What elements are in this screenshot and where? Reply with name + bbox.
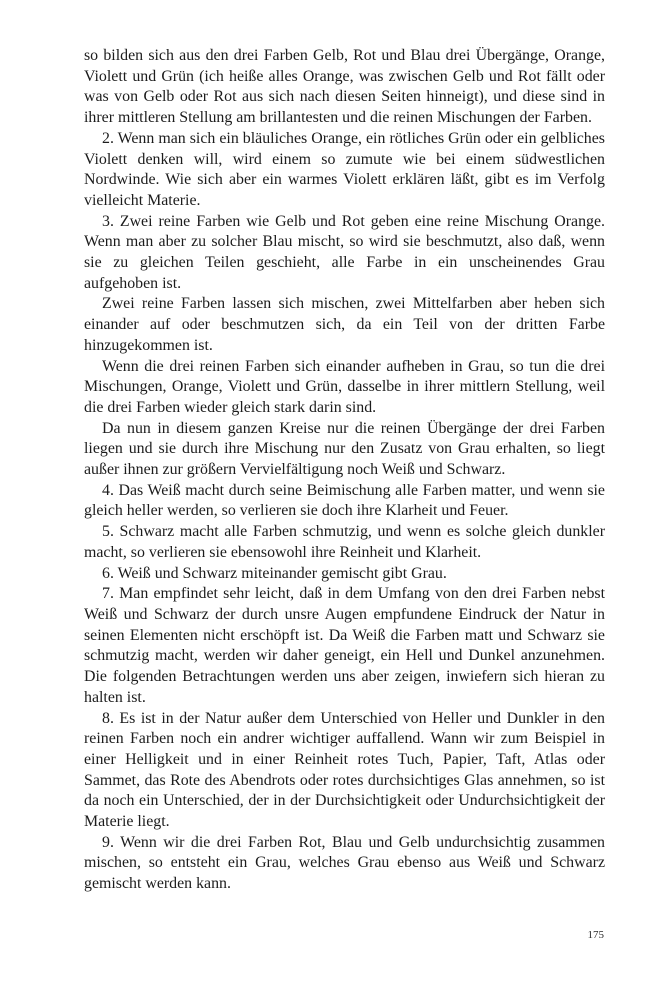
- paragraph-3-mittelfarben: Zwei reine Farben lassen sich mischen, zwei Mittelfarben aber heben sich einander auf oder beschmutzen sich, da ein Teil von der dritten Farbe hinzugekommen ist.: [84, 295, 605, 354]
- paragraph-6: 6. Weiß und Schwarz miteinander gemischt gibt Grau.: [102, 564, 447, 582]
- paragraph-8: 8. Es ist in der Natur außer dem Unterschied von Heller und Dunkler in den reinen Farben noch ein andrer wichtiger auffallend. Wann wir zum Beispiel in einer Helligkeit und in einer Reinheit rotes Tuch, Papier, Taft, Atlas oder Sammet, das Rote des Abendrots oder rotes durchsichtiges Glas annehmen, so ist da noch ein Unterschied, der in der Durchsichtigkeit oder Undurchsichtigkeit der Materie liegt.: [84, 709, 605, 831]
- paragraph-9: 9. Wenn wir die drei Farben Rot, Blau und Gelb undurchsichtig zusammen mischen, so entsteht ein Grau, welches Grau ebenso aus Weiß und Schwarz gemischt werden kann.: [84, 833, 605, 893]
- page-body: [84, 46, 605, 895]
- paragraph-3: 3. Zwei reine Farben wie Gelb und Rot geben eine reine Mischung Orange. Wenn man aber zu solcher Blau mischt, so wird sie beschmutzt, also daß, wenn sie zu gleichen Teilen geschieht, alle Farbe in ein unscheinendes Grau aufgehoben ist.: [84, 212, 605, 292]
- paragraph-5: 5. Schwarz macht alle Farben schmutzig, und wenn es solche gleich dunkler macht, so verlieren sie ebensowohl ihre Reinheit und Klarheit.: [84, 523, 605, 561]
- paragraph-2: 2. Wenn man sich ein bläuliches Orange, ein rötliches Grün oder ein gelbliches Violett denken will, wird einem so zumute wie bei einem südwestlichen Nordwinde. Wie sich aber ein warmes Violett erklären läßt, gibt es im Verfolg vielleicht Materie.: [84, 129, 605, 209]
- paragraph-4: 4. Das Weiß macht durch seine Beimischung alle Farben matter, und wenn sie gleich heller werden, so verlieren sie doch ihre Klarheit und Feuer.: [84, 481, 605, 520]
- paragraph-3-grau: Wenn die drei reinen Farben sich einander aufheben in Grau, so tun die drei Mischungen, Orange, Violett und Grün, dasselbe in ihrer mittlern Stellung, weil die drei Farben wieder gleich stark darin sind.: [84, 357, 605, 416]
- paragraph-7: 7. Man empfindet sehr leicht, daß in dem Umfang von den drei Farben nebst Weiß und Schwarz der durch unsre Augen empfundene Eindruck der Natur in seinen Elementen nicht erschöpft ist. Da Weiß die Farben matt und Schwarz sie schmutzig macht, werden wir daher geneigt, ein Hell und Dunkel anzunehmen. Die folgenden Betrachtungen werden uns aber zeigen, inwiefern sich hieran zu halten ist.: [84, 585, 605, 706]
- page-number: 175: [587, 929, 604, 941]
- paragraph-continuation: so bilden sich aus den drei Farben Gelb, Rot und Blau drei Übergänge, Orange, Violett und Grün (ich heiße alles Orange, was zwischen Gelb und Rot fällt oder was von Gelb oder Rot aus sich nach diesen Seiten hinneigt), und diese sind in ihrer mittleren Stellung am brillantesten und die reinen Mischungen der Farben.: [84, 47, 605, 127]
- paragraph-3-kreise: Da nun in diesem ganzen Kreise nur die reinen Übergänge der drei Farben liegen und sie durch ihre Mischung nur den Zusatz von Grau erhalten, so liegt außer ihnen zur größern Vervielfältigung noch Weiß und Schwarz.: [84, 419, 605, 479]
